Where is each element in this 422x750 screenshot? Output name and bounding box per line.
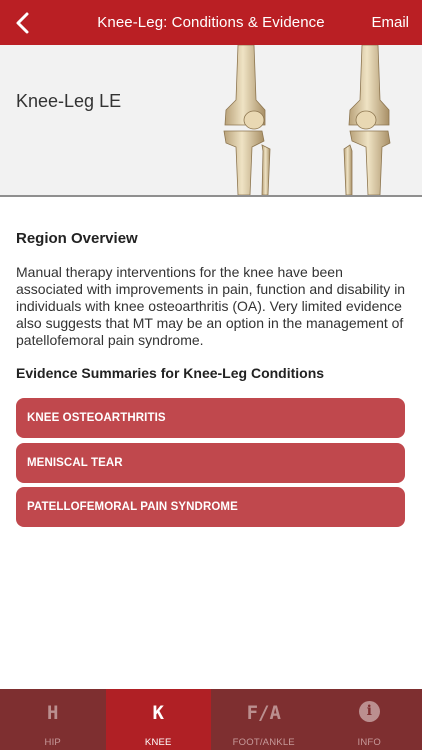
tab-label: HIP <box>44 737 61 748</box>
condition-label: MENISCAL TEAR <box>27 457 123 469</box>
knee-bones-illustration <box>0 45 422 195</box>
tab-info[interactable] <box>317 689 422 750</box>
region-overview-text: Manual therapy interventions for the knee have been associated with improvements in pain, function and disability in individuals with knee osteoarthritis (OA). Very limited evidence also suggests that MT may be an option in the management of patellofemoral pain syndrome. <box>16 264 406 348</box>
region-overview-heading: Region Overview <box>16 230 138 247</box>
tab-foot-ankle[interactable] <box>211 689 317 750</box>
nav-bar <box>0 0 422 45</box>
nav-title: Knee-Leg: Conditions & Evidence <box>97 14 325 31</box>
tab-knee[interactable] <box>106 689 212 750</box>
back-button[interactable] <box>6 6 40 40</box>
region-title: Knee-Leg LE <box>16 91 122 111</box>
tab-hip[interactable] <box>0 689 106 750</box>
tab-label: FOOT/ANKLE <box>232 737 295 748</box>
knee-icon: K <box>152 702 164 724</box>
tab-bar <box>0 689 422 750</box>
hero-banner <box>0 45 422 195</box>
condition-button-patellofemoral-pain-syndrome[interactable] <box>16 487 405 527</box>
hip-icon: H <box>47 702 59 724</box>
foot-ankle-icon: F/A <box>246 702 281 724</box>
tab-label: INFO <box>357 737 381 748</box>
evidence-summaries-heading: Evidence Summaries for Knee-Leg Conditions <box>16 365 325 381</box>
email-button[interactable]: Email <box>371 14 409 31</box>
condition-label: PATELLOFEMORAL PAIN SYNDROME <box>27 501 238 513</box>
condition-label: KNEE OSTEOARTHRITIS <box>27 412 166 424</box>
info-icon: i <box>359 701 380 722</box>
condition-button-knee-osteoarthritis[interactable] <box>16 398 405 438</box>
hero-divider <box>0 195 422 197</box>
chevron-left-icon <box>15 11 31 35</box>
condition-button-meniscal-tear[interactable] <box>16 443 405 483</box>
tab-label: KNEE <box>144 737 172 748</box>
